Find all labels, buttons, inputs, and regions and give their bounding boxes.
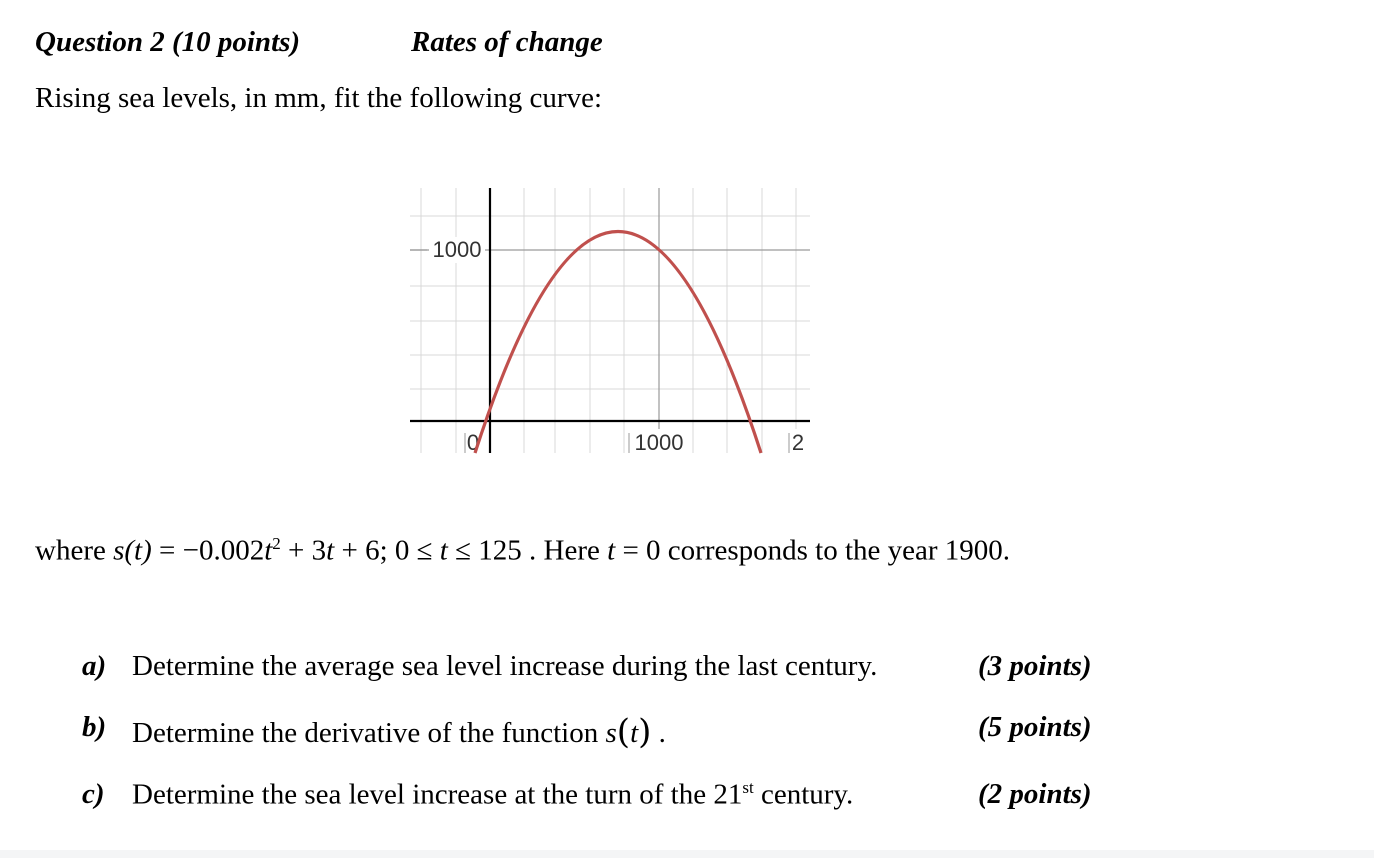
question-b-label: b) <box>82 711 107 743</box>
question-c-label: c) <box>82 778 105 810</box>
question-b-points: (5 points) <box>978 711 1092 743</box>
grid <box>410 188 810 453</box>
question-b-text: Determine the derivative of the function s(t) . <box>132 712 666 752</box>
question-c-text: Determine the sea level increase at the turn of the 21st century. <box>132 778 854 811</box>
y-tick-label: 1000 <box>432 237 482 262</box>
x-tick-2: 2 <box>791 430 805 455</box>
parabola-curve <box>475 232 761 454</box>
question-c-points: (2 points) <box>978 778 1092 810</box>
function-definition: where $s(t) = -0.002t^2 + 3t + 6$; 0 ≤ t ≤ 125 . Here t = 0 corresponds to the year 1900. <box>35 534 1011 567</box>
topic-title: Rates of change <box>411 26 603 58</box>
question-label: Question 2 (10 points) <box>35 26 301 58</box>
x-tick-1000: 1000 <box>634 430 684 455</box>
bottom-strip <box>0 850 1374 858</box>
question-a-text: Determine the average sea level increase during the last century. <box>132 650 878 682</box>
question-a-points: (3 points) <box>978 650 1092 682</box>
question-a-label: a) <box>82 650 107 682</box>
intro-text: Rising sea levels, in mm, fit the following curve: <box>35 82 603 114</box>
sea-level-graph <box>405 183 815 458</box>
x-tick-zero: 0 <box>466 430 480 455</box>
